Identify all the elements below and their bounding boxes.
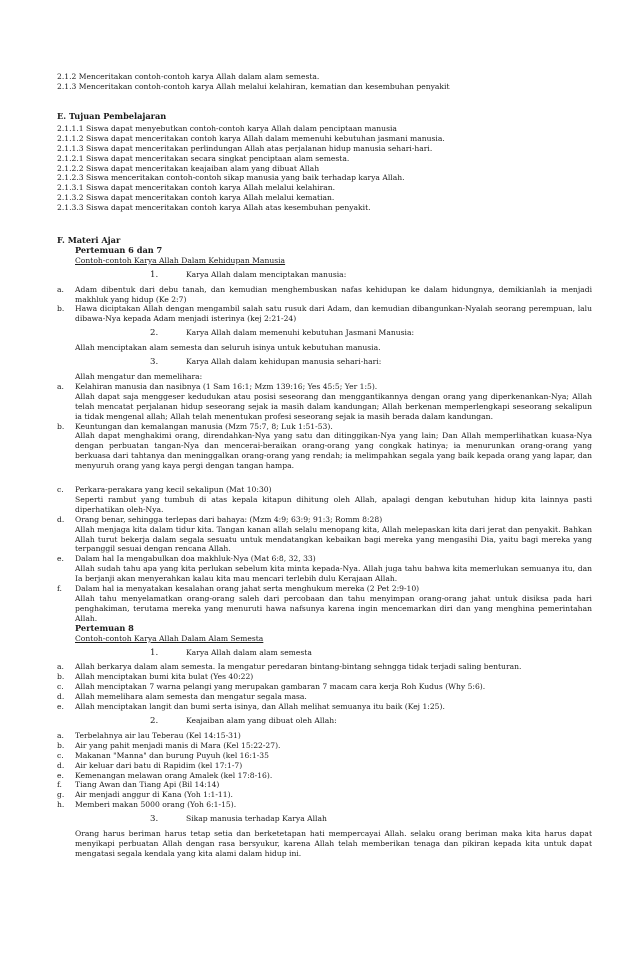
- objective-item: 2.1.2.3 Siswa menceritakan contoh-contoh sikap manusia yang baik terhadap karya Allah.: [57, 173, 405, 183]
- list-text: Makanan "Manna" dan burung Puyuh (kel 16:1-35: [75, 750, 269, 760]
- list-text: Terbelahnya air lau Teberau (Kel 14:15-31): [75, 730, 241, 740]
- list-item: [57, 751, 592, 761]
- intro-block: [57, 72, 592, 92]
- list-text: Tiang Awan dan Tiang Api (Bil 14:14): [75, 780, 220, 790]
- list-text: Adam dibentuk dari debu tanah, dan kemudian menghembuskan nafas kehidupan ke dalam hidungnya, demikianlah ia menjadi makhluk yang hidup (Ke 2:7): [75, 284, 592, 304]
- section-f-title: F. Materi Ajar: [57, 235, 121, 245]
- list-heading: Orang benar, sehingga terlepas dari bahaya: (Mzm 4:9; 63:9; 91:3; Romm 8:28): [75, 514, 383, 524]
- list-text: Hawa diciptakan Allah dengan mengambil salah satu rusuk dari Adam, dan kemudian dibangunkan-Nyalah seorang perempuan, lalu dibawa-Nya kepada Adam menjadi isterinya (kej 2:21-24): [75, 304, 592, 324]
- objective-item: 2.1.3.2 Siswa dapat menceritakan contoh karya Allah melalui kematian.: [57, 193, 335, 203]
- list-letter: b.: [57, 672, 65, 682]
- list-letter: b.: [57, 421, 65, 431]
- list-letter: e.: [57, 770, 64, 780]
- list-item: [57, 741, 592, 751]
- list-item: [57, 761, 592, 771]
- objective-item: 2.1.3.3 Siswa dapat menceritakan contoh karya Allah atas kesembuhan penyakit.: [57, 203, 371, 213]
- list-text: Air keluar dari batu di Rapidim (kel 17:1-7): [75, 760, 243, 770]
- list-item: [57, 800, 592, 810]
- list-body: Allah sudah tahu apa yang kita perlukan sebelum kita minta kepada-Nya. Allah juga tahu bahwa kita memerlukan semuanya itu, dan Ia berjanji akan menyerahkan kalau kita mau mencari terlebih dulu Kerajaan Allah.: [75, 564, 592, 584]
- creation-list: [57, 285, 592, 325]
- section-e: [57, 112, 592, 213]
- list-letter: g.: [57, 790, 65, 800]
- list-item: [57, 304, 592, 324]
- section-e-title: E. Tujuan Pembelajaran: [57, 111, 167, 121]
- heading-daily-life: 3. Karya Allah dalam kehidupan manusia sehari-hari:: [150, 357, 382, 368]
- list-item: [57, 702, 592, 712]
- objective-item: 2.1.1.3 Siswa dapat menceritakan perlindungan Allah atas perjalanan hidup manusia sehari-hari.: [57, 143, 433, 153]
- list-heading: Perkara-perakara yang kecil sekalipun (Mat 10:30): [75, 485, 272, 495]
- meeting-2-title: Pertemuan 8: [75, 622, 134, 633]
- list-letter: a.: [57, 730, 64, 740]
- heading-universe: 1. Karya Allah dalam alam semesta: [150, 647, 312, 658]
- physical-needs-text: Allah menciptakan alam semesta dan seluruh isinya untuk kebutuhan manusia.: [75, 343, 381, 353]
- daily-life-intro: Allah mengatur dan memelihara:: [75, 371, 203, 381]
- list-letter: d.: [57, 514, 65, 524]
- list-text: Kemenangan melawan orang Amalek (kel 17:8-16).: [75, 770, 273, 780]
- meeting-2-subtitle: Contoh-contoh Karya Allah Dalam Alam Semesta: [75, 633, 264, 643]
- list-item: [57, 662, 592, 672]
- spacer: [57, 471, 592, 485]
- list-letter: d.: [57, 760, 65, 770]
- list-body: Seperti rambut yang tumbuh di atas kepala kitapun dihitung oleh Allah, apalagi dengan kebutuhan hidup kita lainnya pasti diperhatikan oleh-Nya.: [75, 494, 592, 514]
- list-item: [57, 422, 592, 472]
- list-heading: Dalam hal ia menyatakan kesalahan orang jahat serta menghukum mereka (2 Pet 2:9-10): [75, 584, 420, 594]
- list-text: Allah menciptakan langit dan bumi serta isinya, dan Allah melihat semuanya itu baik (Kej 1:25).: [75, 702, 445, 712]
- heading-physical-needs: 2. Karya Allah dalam memenuhi kebutuhan Jasmani Manusia:: [150, 328, 415, 339]
- list-item: [57, 682, 592, 692]
- universe-list: [57, 662, 592, 712]
- wonders-list: [57, 731, 592, 810]
- section-f: [57, 236, 592, 859]
- list-item: [57, 780, 592, 790]
- list-letter: a.: [57, 381, 64, 391]
- list-letter: b.: [57, 740, 65, 750]
- list-text: Allah menciptakan bumi kita bulat (Yes 40:22): [75, 672, 254, 682]
- meeting-1-subtitle: Contoh-contoh Karya Allah Dalam Kehidupan Manusia: [75, 255, 286, 265]
- list-text: Memberi makan 5000 orang (Yoh 6:1-15).: [75, 800, 237, 810]
- objective-item: 2.1.2.2 Siswa dapat menceritakan keajaiban alam yang dibuat Allah: [57, 163, 320, 173]
- list-letter: c.: [57, 682, 64, 692]
- list-body: Allah dapat saja menggeser kedudukan atau posisi seseorang dan menggantikannya dengan orang yang diperkenankan-Nya; Allah telah mencatat perjalanan hidup seseorang sejak ia masih dalam kandungan; Allah berkenan memperlengkapi seseorang sekalipun ia tidak mengenal allah; Allah telah menentukan profesi seseorang sejak ia masih berada dalam kandungan.: [75, 391, 592, 421]
- list-item: [57, 790, 592, 800]
- list-item: [57, 731, 592, 741]
- heading-attitude: 3. Sikap manusia terhadap Karya Allah: [150, 814, 327, 825]
- list-item: [57, 692, 592, 702]
- list-item: [57, 285, 592, 305]
- list-item: [57, 515, 592, 555]
- objectives-list: [57, 124, 592, 213]
- objective-item: 2.1.1.2 Siswa dapat menceritakan contoh karya Allah dalam memenuhi kebutuhan jasmani manusia.: [57, 133, 445, 143]
- list-text: Allah berkarya dalam alam semesta. Ia mengatur peredaran bintang-bintang sehngga tidak terjadi saling benturan.: [75, 662, 522, 672]
- daily-life-list: [57, 382, 592, 624]
- list-body: Allah dapat menghakimi orang, direndahkan-Nya yang satu dan ditinggikan-Nya yang lain; Dan Allah memperlihatkan kuasa-Nya dengan perbuatan tangan-Nya dan mencerai-beraikan orang-orang yang congkak hatinya; ia menurunkan orang-orang yang berkuasa dari tahtanya dan meninggalkan orang-orang yang rendah; ia melimpahkan segala yang baik kepada orang yang lapar, dan menyuruh orang yang kaya pergi dengan tangan hampa.: [75, 431, 592, 471]
- list-text: Allah menciptakan 7 warna pelangi yang merupakan gambaran 7 macam cara kerja Roh Kudus (Why 5:6).: [75, 682, 486, 692]
- list-letter: d.: [57, 692, 65, 702]
- list-heading: Dalam hal Ia mengabulkan doa makhluk-Nya (Mat 6:8, 32, 33): [75, 554, 316, 564]
- list-letter: a.: [57, 284, 64, 294]
- list-item: [57, 672, 592, 682]
- heading-wonders: 2. Keajaiban alam yang dibuat oleh Allah:: [150, 715, 337, 726]
- list-item: [57, 584, 592, 624]
- list-text: Air menjadi anggur di Kana (Yoh 1:1-11).: [75, 790, 233, 800]
- list-letter: c.: [57, 485, 64, 495]
- intro-line: 2.1.2 Menceritakan contoh-contoh karya Allah dalam alam semesta.: [57, 72, 320, 81]
- list-text: Allah memelihara alam semesta dan mengatur segala masa.: [75, 692, 307, 702]
- objective-item: 2.1.1.1 Siswa dapat menyebutkan contoh-contoh karya Allah dalam penciptaan manusia: [57, 123, 397, 133]
- list-heading: Kelahiran manusia dan nasibnya (1 Sam 16:1; Mzm 139:16; Yes 45:5; Yer 1:5).: [75, 381, 378, 391]
- list-body: Allah tahu menyelamatkan orang-orang saleh dari percobaan dan tahu menyimpan orang-orang jahat untuk disiksa pada hari penghakiman, terutama mereka yang menuruti hawa nafsunya karena ingin mencemarkan diri dan yang menghina pemerintahan Allah.: [75, 594, 592, 623]
- list-letter: a.: [57, 662, 64, 672]
- objective-item: 2.1.2.1 Siswa dapat menceritakan secara singkat penciptaan alam semesta.: [57, 153, 350, 163]
- list-letter: f.: [57, 584, 62, 594]
- list-letter: b.: [57, 304, 65, 314]
- intro-line: 2.1.3 Menceritakan contoh-contoh karya Allah melalui kelahiran, kematian dan kesembuhan penyakit: [57, 81, 450, 91]
- list-item: [57, 554, 592, 584]
- list-item: [57, 485, 592, 515]
- list-item: [57, 382, 592, 422]
- list-heading: Keuntungan dan kemalangan manusia (Mzm 75:7, 8; Luk 1:51-53).: [75, 421, 333, 431]
- list-letter: h.: [57, 800, 65, 810]
- list-text: Air yang pahit menjadi manis di Mara (Kel 15:22-27).: [75, 740, 281, 750]
- list-letter: e.: [57, 702, 64, 712]
- list-body: Allah menjaga kita dalam tidur kita. Tangan kanan allah selalu menopang kita, Allah melepaskan kita dari jerat dan penyakit. Bahkan Allah turut bekerja dalam segala sesuatu untuk mendatangkan kebaikan bagi mereka yang mengasihi Dia, yaitu bagi mereka yang terpanggil sesuai dengan rencana Allah.: [75, 524, 592, 554]
- objective-item: 2.1.3.1 Siswa dapat menceritakan contoh karya Allah melalui kelahiran.: [57, 183, 336, 193]
- list-item: [57, 771, 592, 781]
- attitude-text: Orang harus beriman harus tetap setia dan berketetapan hati mempercayai Allah. selaku orang beriman maka kita harus dapat menyikapi perbuatan Allah dengan rasa bersyukur, karena Allah telah memberikan tenaga dan pikiran kepada kita untuk dapat mengatasi segala kendala yang kita alami dalam hidup ini.: [75, 829, 592, 858]
- list-letter: c.: [57, 750, 64, 760]
- meeting-1-title: Pertemuan 6 dan 7: [75, 244, 163, 255]
- heading-creation: 1. Karya Allah dalam menciptakan manusia:: [150, 269, 347, 280]
- list-letter: f.: [57, 780, 62, 790]
- list-letter: e.: [57, 554, 64, 564]
